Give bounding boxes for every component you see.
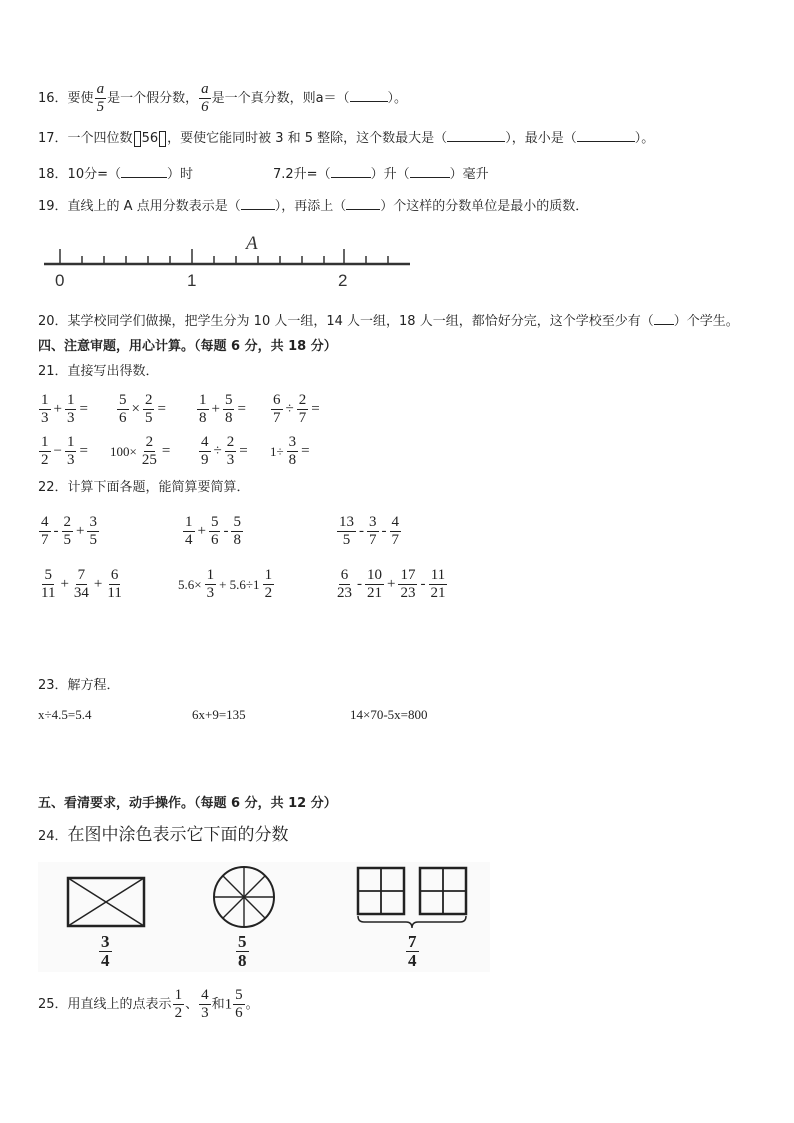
calc-22-6: $\frac{6}{23}$ - $\frac{10}{21}$ + $\frac{17}{23}$ - $\frac{11}{21}$ — [337, 567, 446, 601]
question-16: 16．要使 $\frac{a}{5}$ 是一个假分数， $\frac{a}{6}$ 是一个真分数，则a＝（ ）。 — [38, 81, 408, 115]
point-a-label: A — [246, 233, 258, 254]
question-18-part2: 7.2升=（ ）升（ ）毫升 — [273, 167, 489, 182]
calc-21-1: $\frac{1}{3}$ + $\frac{1}{3}$ = — [41, 392, 88, 426]
squares-figure[interactable] — [354, 866, 470, 930]
equation-2: 6x+9=135 — [192, 707, 246, 722]
question-21-title: 21．直接写出得数． — [38, 364, 159, 379]
fraction-a-over-6: $\frac{a}{6}$ — [201, 81, 209, 115]
rectangle-figure[interactable] — [66, 876, 146, 928]
equation-1: x÷4.5=5.4 — [38, 707, 92, 722]
answer-blank-fraction[interactable] — [241, 197, 275, 210]
digit-box-right[interactable] — [159, 131, 166, 147]
answer-blank-hours[interactable] — [121, 165, 167, 178]
calc-22-3: $\frac{13}{5}$ - $\frac{3}{7}$ - $\frac{4}{7}$ — [339, 514, 399, 548]
calc-21-8: 1÷ $\frac{3}{8}$ = — [270, 434, 310, 468]
calc-21-4: $\frac{6}{7}$ ÷ $\frac{2}{7}$ = — [273, 392, 320, 426]
circle-figure[interactable] — [211, 864, 277, 930]
calc-22-5: 5.6× $\frac{1}{3}$ + 5.6÷1 $\frac{1}{2}$ — [178, 567, 273, 601]
calc-21-7: $\frac{4}{9}$ ÷ $\frac{2}{3}$ = — [201, 434, 248, 468]
question-number: 16． — [38, 91, 68, 106]
calc-21-6: 100× $\frac{2}{25}$ = — [110, 434, 171, 468]
label-zero: 0 — [55, 271, 65, 290]
question-17: 17．一个四位数 56 ，要使它能同时被 3 和 5 整除，这个数最大是（ ），最小是（ ）。 — [38, 131, 655, 146]
question-22-title: 22．计算下面各题，能简算要简算． — [38, 480, 250, 495]
answer-blank-students[interactable] — [654, 312, 674, 325]
tick-marks — [60, 249, 388, 264]
calc-21-5: $\frac{1}{2}$ − $\frac{1}{3}$ = — [41, 434, 88, 468]
digit-box-left[interactable] — [134, 131, 141, 147]
answer-blank-min[interactable] — [577, 129, 635, 142]
section-4-heading: 四、注意审题，用心计算。（每题 6 分，共 18 分） — [38, 339, 337, 354]
brace — [358, 916, 466, 928]
calc-21-2: $\frac{5}{6}$ × $\frac{2}{5}$ = — [119, 392, 166, 426]
question-18: 18．10分=（ ）时 — [38, 167, 193, 182]
equation-3: 14×70-5x=800 — [350, 707, 428, 722]
answer-blank[interactable] — [350, 89, 388, 102]
question-20: 20．某学校同学们做操，把学生分为 10 人一组，14 人一组，18 人一组，都恰好分完，这个学校至少有（ ）个学生。 — [38, 314, 739, 329]
fraction-7-4: $\frac{7}{4}$ — [408, 932, 417, 970]
fraction-a-over-5: $\frac{a}{5}$ — [96, 81, 105, 115]
question-23-title: 23．解方程． — [38, 678, 120, 693]
number-line — [40, 230, 420, 292]
fraction-3-4: $\frac{3}{4}$ — [101, 932, 110, 970]
answer-blank-ml[interactable] — [410, 165, 450, 178]
answer-blank-liters[interactable] — [331, 165, 371, 178]
question-24-title: 24．在图中涂色表示它下面的分数 — [38, 825, 289, 845]
calc-22-1: $\frac{4}{7}$ - $\frac{2}{5}$ + $\frac{3}{5}$ — [41, 514, 97, 548]
label-one: 1 — [187, 271, 197, 290]
section-5-heading: 五、看清要求，动手操作。（每题 6 分，共 12 分） — [38, 796, 337, 811]
answer-blank-max[interactable] — [447, 129, 505, 142]
fraction-5-8: $\frac{5}{8}$ — [238, 932, 247, 970]
question-19: 19．直线上的 A 点用分数表示是（ ），再添上（ ）个这样的分数单位是最小的质数． — [38, 199, 589, 214]
question-25: 25．用直线上的点表示 $\frac{1}{2}$ 、 $\frac{4}{3}$ 和1 $\frac{5}{6}$ 。 — [38, 987, 259, 1021]
calc-22-4: $\frac{5}{11}$ + $\frac{7}{34}$ + $\frac{6}{11}$ — [41, 567, 122, 601]
answer-blank-count[interactable] — [346, 197, 380, 210]
label-two: 2 — [338, 271, 348, 290]
calc-22-2: $\frac{1}{4}$ + $\frac{5}{6}$ - $\frac{5}{8}$ — [185, 514, 241, 548]
calc-21-3: $\frac{1}{8}$ + $\frac{5}{8}$ = — [199, 392, 246, 426]
